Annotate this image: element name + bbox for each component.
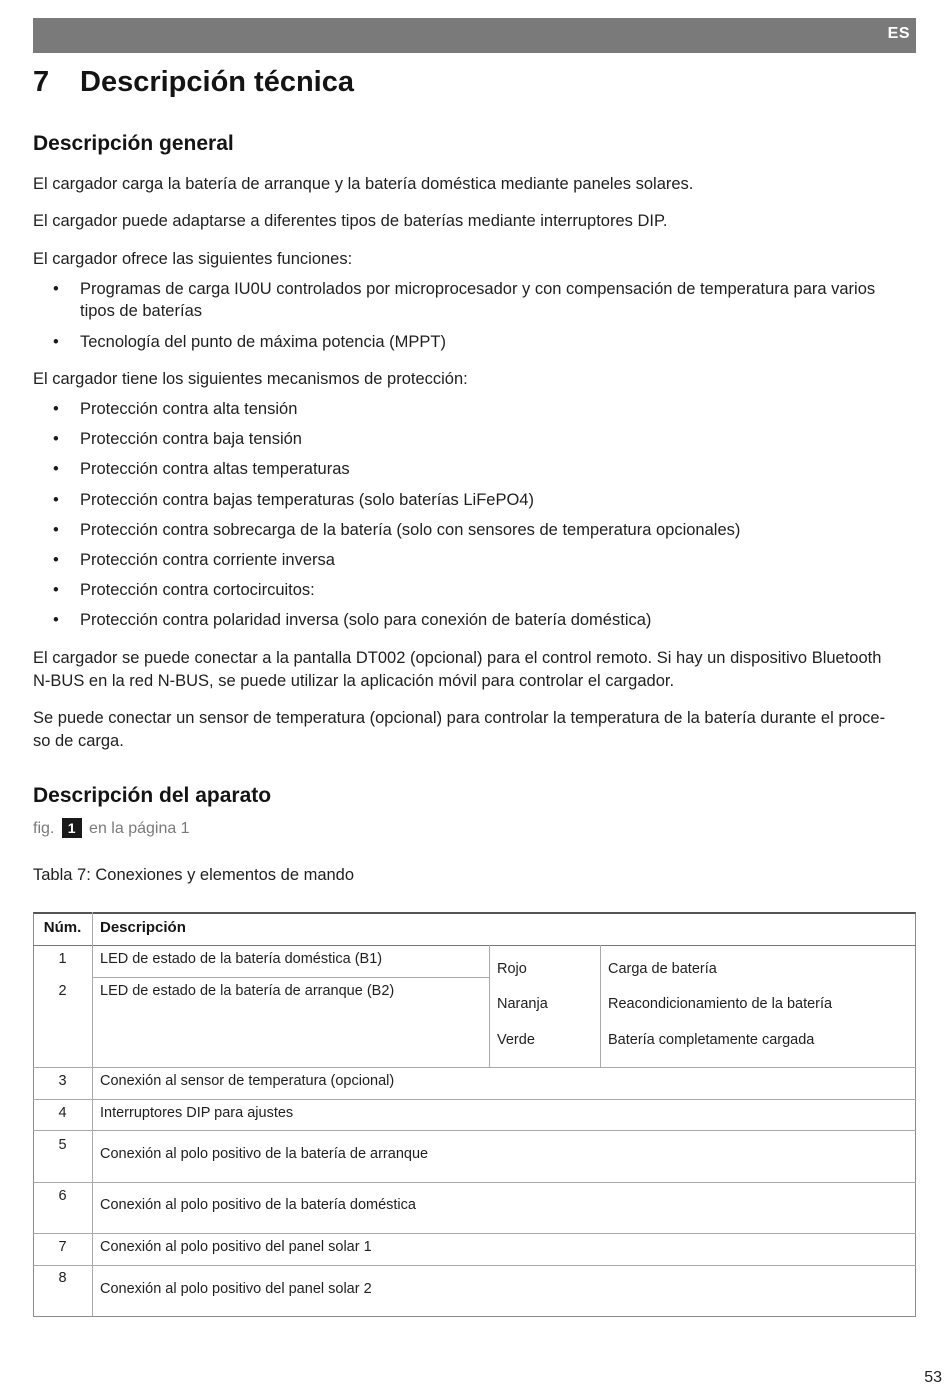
row-description: Interruptores DIP para ajustes (100, 1105, 294, 1121)
column-header-number: Núm. (43, 919, 82, 936)
row-number: 6 (58, 1188, 67, 1204)
section-heading-device: Descripción del aparato (33, 784, 272, 807)
chapter-number: 7 (33, 66, 50, 98)
figure-prefix: fig. (33, 820, 55, 837)
row-description: LED de estado de la batería doméstica (B1) (100, 951, 383, 967)
led-meaning: Batería completamente cargada (608, 1032, 815, 1048)
column-header-description: Descripción (100, 919, 186, 936)
protection-item: Protección contra altas temperaturas (80, 460, 350, 478)
row-number: 8 (58, 1270, 67, 1286)
led-meaning: Reacondicionamiento de la batería (608, 996, 833, 1012)
chapter-title-text: Descripción técnica (80, 66, 354, 98)
figure-suffix: en la página 1 (89, 820, 190, 837)
row-number: 7 (58, 1239, 67, 1255)
bullet-icon: • (53, 551, 59, 569)
led-color: Naranja (497, 996, 548, 1012)
bullet-icon: • (53, 521, 59, 539)
figure-reference[interactable] (33, 818, 190, 838)
table-rule (33, 1233, 916, 1234)
section-heading-general: Descripción general (33, 132, 234, 155)
row-number: 5 (58, 1137, 67, 1153)
table-header-rule (33, 945, 916, 946)
connections-table (33, 912, 916, 1316)
function-item-continuation: tipos de baterías (80, 302, 202, 320)
bullet-icon: • (53, 581, 59, 599)
header-bar (33, 18, 916, 53)
protection-item: Protección contra cortocircuitos: (80, 581, 315, 599)
protection-item: Protección contra baja tensión (80, 430, 302, 448)
led-color: Verde (497, 1032, 535, 1048)
figure-number-badge: 1 (62, 818, 82, 838)
bullet-icon: • (53, 280, 59, 298)
row-description: Conexión al sensor de temperatura (opcional) (100, 1073, 395, 1089)
protection-item: Protección contra polaridad inversa (solo para conexión de batería doméstica) (80, 611, 652, 629)
table-rule (33, 1067, 916, 1068)
protection-item: Protección contra bajas temperaturas (solo baterías LiFePO4) (80, 491, 534, 509)
table-column-rule (489, 945, 490, 1067)
bullet-icon: • (53, 611, 59, 629)
bullet-icon: • (53, 460, 59, 478)
protection-item: Protección contra sobrecarga de la batería (solo con sensores de temperatura opcionales) (80, 521, 741, 539)
language-code: ES (887, 25, 910, 42)
bullet-icon: • (53, 333, 59, 351)
table-caption: Tabla 7: Conexiones y elementos de mando (33, 866, 355, 884)
row-description: Conexión al polo positivo de la batería doméstica (100, 1197, 416, 1213)
paragraph: El cargador tiene los siguientes mecanismos de protección: (33, 370, 468, 388)
table-rule (33, 1130, 916, 1131)
row-description: LED de estado de la batería de arranque (B2) (100, 983, 395, 999)
table-column-rule (600, 945, 601, 1067)
table-column-rule (92, 912, 93, 1316)
paragraph-line: Se puede conectar un sensor de temperatura (opcional) para controlar la temperatura de la batería durante el proce- (33, 709, 886, 727)
table-rule (33, 1099, 916, 1100)
paragraph: El cargador puede adaptarse a diferentes tipos de baterías mediante interruptores DIP. (33, 212, 668, 230)
chapter-title (33, 66, 354, 99)
row-description: Conexión al polo positivo del panel solar 2 (100, 1281, 372, 1297)
paragraph-line: El cargador se puede conectar a la pantalla DT002 (opcional) para el control remoto. Si hay un dispositivo Bluetooth (33, 649, 882, 667)
table-rule (93, 977, 490, 978)
page-number: 53 (924, 1369, 942, 1386)
bullet-icon: • (53, 491, 59, 509)
protection-item: Protección contra alta tensión (80, 400, 298, 418)
row-description: Conexión al polo positivo del panel solar 1 (100, 1239, 372, 1255)
led-meaning: Carga de batería (608, 961, 717, 977)
table-rule (33, 1265, 916, 1266)
table-rule (33, 1182, 916, 1183)
bullet-icon: • (53, 430, 59, 448)
paragraph: El cargador ofrece las siguientes funciones: (33, 250, 353, 268)
protection-item: Protección contra corriente inversa (80, 551, 335, 569)
row-description: Conexión al polo positivo de la batería de arranque (100, 1146, 429, 1162)
led-color: Rojo (497, 961, 527, 977)
row-number: 4 (58, 1105, 67, 1121)
bullet-icon: • (53, 400, 59, 418)
paragraph: El cargador carga la batería de arranque y la batería doméstica mediante paneles solares. (33, 175, 694, 193)
function-item: Programas de carga IU0U controlados por microprocesador y con compensación de temperatura para varios (80, 280, 876, 298)
row-number: 1 (58, 951, 67, 967)
function-item: Tecnología del punto de máxima potencia (MPPT) (80, 333, 446, 351)
paragraph-line: N-BUS en la red N-BUS, se puede utilizar la aplicación móvil para controlar el cargador. (33, 672, 675, 690)
row-number: 3 (58, 1073, 67, 1089)
row-number: 2 (58, 983, 67, 999)
paragraph-line: so de carga. (33, 732, 124, 750)
